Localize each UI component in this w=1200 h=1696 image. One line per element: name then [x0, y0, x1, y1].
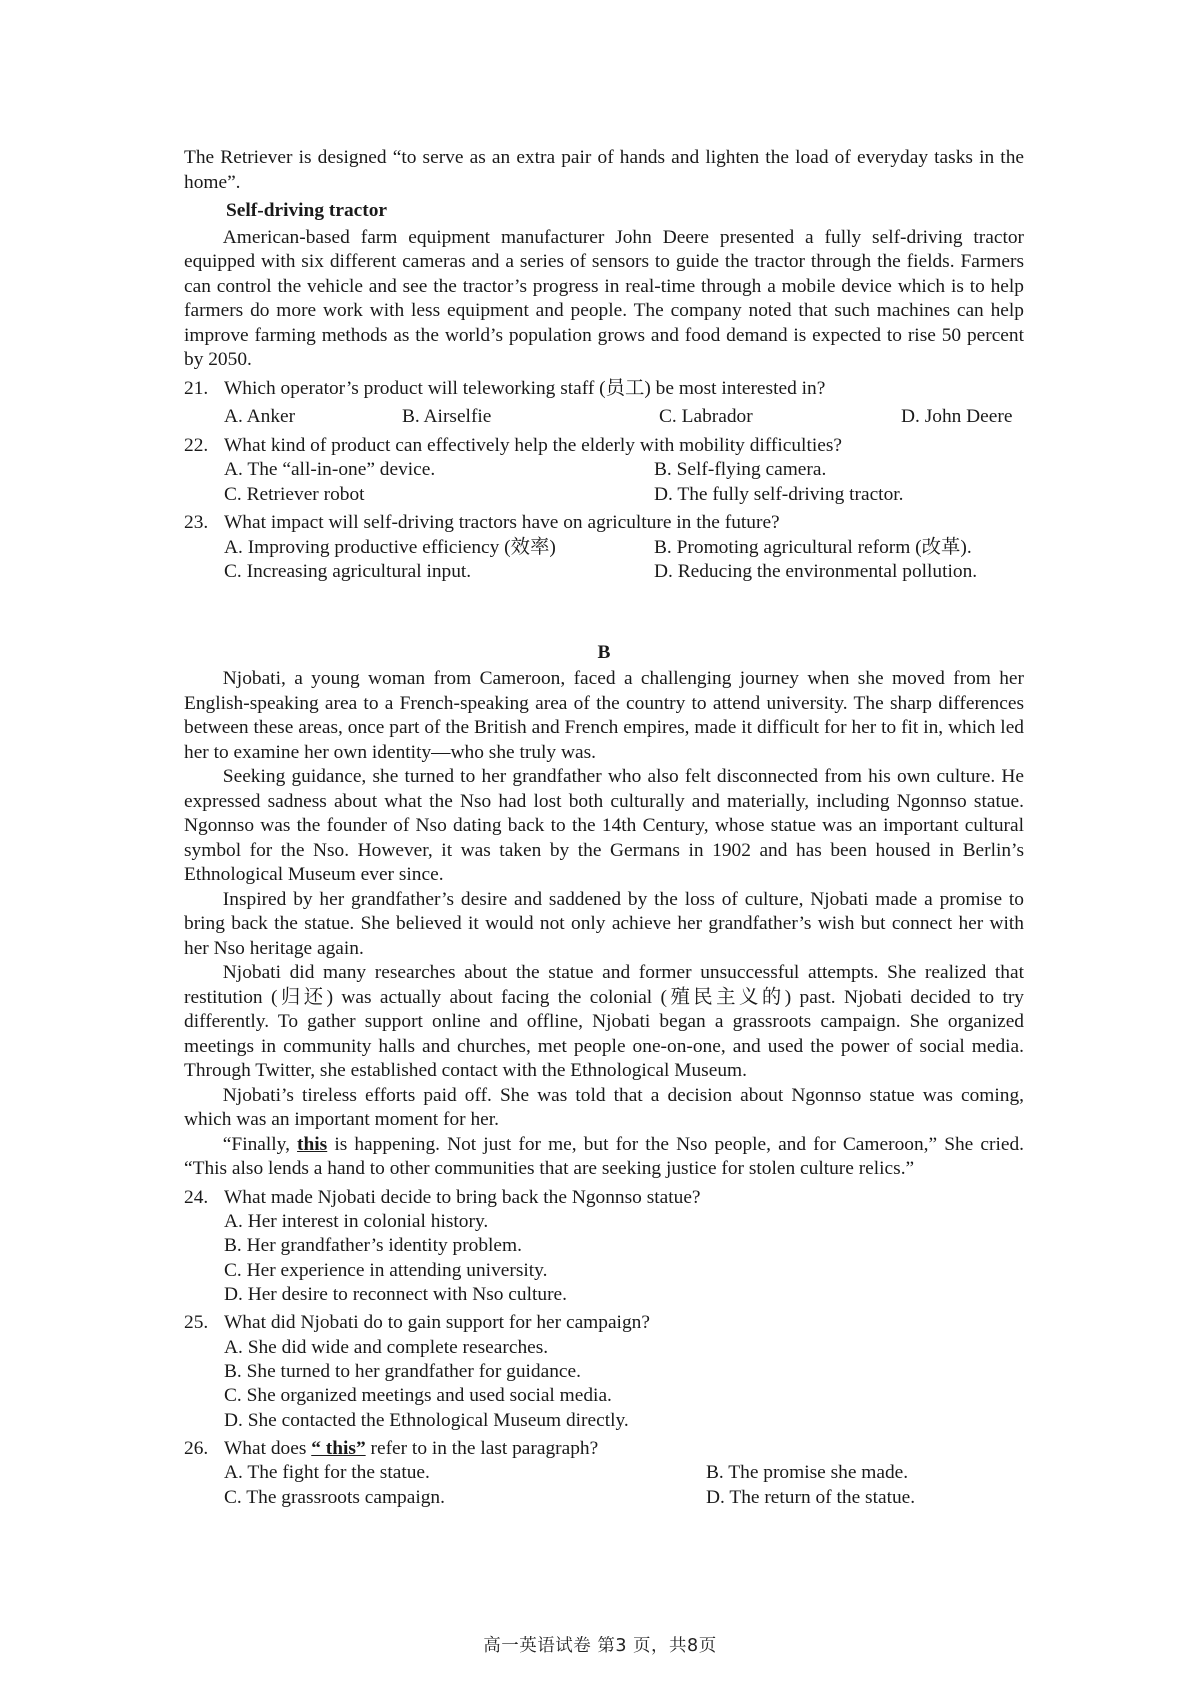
option-d: D. John Deere: [901, 406, 1013, 427]
question-number: 24.: [184, 1186, 209, 1208]
option-b: B. She turned to her grandfather for guidance.: [224, 1360, 581, 1382]
option-a: A. Improving productive efficiency (效率): [224, 536, 556, 558]
passage-b-paragraph-5: Njobati’s tireless efforts paid off. She was told that a decision about Ngonnso statue was coming, which was an important moment for her.: [184, 1084, 1024, 1130]
page-content: [184, 146, 1024, 1510]
option-c: C. The grassroots campaign.: [224, 1486, 445, 1508]
question-text: What kind of product can effectively help the elderly with mobility difficulties?: [224, 434, 842, 456]
option-b: B. Promoting agricultural reform (改革).: [654, 536, 972, 558]
question-text: What did Njobati do to gain support for her campaign?: [224, 1312, 650, 1334]
option-d: D. Her desire to reconnect with Nso culture.: [224, 1283, 567, 1305]
option-a: A. The “all-in-one” device.: [224, 459, 436, 480]
quote-text-after: is happening. Not just for me, but for the Nso people, and for Cameroon,” She cried. “This also lends a hand to other communities that are seeking justice for stolen culture relics.”: [184, 1133, 1024, 1179]
passage-b-paragraph-3: Inspired by her grandfather’s desire and saddened by the loss of culture, Njobati made a promise to bring back the statue. She believed it would not only achieve her grandfather’s wish but connect her with her Nso heritage again.: [184, 888, 1024, 959]
question-number: 22.: [184, 434, 209, 456]
option-d: D. She contacted the Ethnological Museum directly.: [224, 1409, 629, 1431]
options: [224, 1210, 1024, 1307]
passage-b-quote-paragraph: [184, 1133, 1024, 1182]
question-number: 25.: [184, 1312, 209, 1334]
question-25: [184, 1311, 1024, 1433]
option-c: C. Increasing agricultural input.: [224, 561, 472, 582]
question-number: 21.: [184, 377, 209, 399]
passage-b-paragraph-2: Seeking guidance, she turned to her grandfather who also felt disconnected from his own culture. He expressed sadness about what the Nso had lost both culturally and materially, including Ngonnso statue. Ngonnso was the founder of Nso dating back to the 14th Century, whose statue was an important cultural symbol for the Nso. However, it was taken by the Germans in 1902 and has been housed in Berlin’s Ethnological Museum ever since.: [184, 766, 1024, 885]
option-b: B. Her grandfather’s identity problem.: [224, 1235, 522, 1257]
question-text-before: What does: [224, 1437, 312, 1459]
options: [224, 405, 1024, 430]
question-text: What impact will self-driving tractors have on agriculture in the future?: [224, 512, 780, 533]
option-c: C. Retriever robot: [224, 483, 365, 505]
option-a: A. The fight for the statue.: [224, 1462, 430, 1484]
passage-b-paragraph-1: Njobati, a young woman from Cameroon, faced a challenging journey when she moved from her English-speaking area to a French-speaking area of the country to attend university. The sharp differences between these areas, once part of the British and French empires, made it difficult for her to fit in, which led her to examine her own identity—who she truly was.: [184, 668, 1024, 763]
option-a: A. Her interest in colonial history.: [224, 1211, 489, 1232]
option-b: B. Airselfie: [402, 406, 492, 427]
page-footer: 高一英语试卷 第3 页，共8页: [483, 1636, 717, 1656]
subheading-self-driving-tractor: Self-driving tractor: [226, 200, 388, 221]
question-text: Which operator’s product will teleworking staff (员工) be most interested in?: [224, 377, 826, 399]
question-text-after: refer to in the last paragraph?: [365, 1437, 599, 1459]
options: [224, 1336, 1024, 1433]
option-a: A. She did wide and complete researches.: [224, 1336, 549, 1358]
question-21: [184, 377, 1024, 430]
question-number: 23.: [184, 512, 209, 533]
option-c: C. Her experience in attending university.: [224, 1259, 548, 1281]
tractor-paragraph: American-based farm equipment manufacturer John Deere presented a fully self-driving tractor equipped with six different cameras and a series of sensors to guide the tractor through the fields. Farmers can control the vehicle and see the tractor’s progress in real-time through a mobile device which is to help farmers do more work with less equipment and people. The company noted that such machines can help improve farming methods as the world’s population grows and food demand is expected to rise 50 percent by 2050.: [184, 226, 1024, 370]
section-b-heading: B: [597, 641, 611, 663]
question-26: [184, 1437, 1024, 1511]
intro-paragraph: The Retriever is designed “to serve as an extra pair of hands and lighten the load of everyday tasks in the home”.: [184, 147, 1024, 193]
question-24: [184, 1186, 1024, 1308]
option-c: C. She organized meetings and used social media.: [224, 1385, 612, 1407]
option-b: B. The promise she made.: [706, 1462, 909, 1484]
options: [224, 1461, 1024, 1510]
option-b: B. Self-flying camera.: [654, 459, 827, 480]
options: [224, 458, 1024, 507]
question-22: [184, 434, 1024, 508]
option-d: D. The return of the statue.: [706, 1486, 916, 1508]
underlined-word: this: [297, 1133, 328, 1155]
option-d: D. The fully self-driving tractor.: [654, 483, 904, 505]
question-text: What made Njobati decide to bring back the Ngonnso statue?: [224, 1186, 701, 1208]
question-number: 26.: [184, 1437, 209, 1459]
question-23: [184, 511, 1024, 585]
options: [224, 536, 1024, 585]
quote-text-before: “Finally,: [222, 1133, 298, 1155]
option-c: C. Labrador: [659, 406, 753, 427]
question-text: [224, 1437, 1024, 1462]
marked-word: “ this”: [311, 1437, 366, 1459]
option-a: A. Anker: [224, 406, 296, 427]
option-d: D. Reducing the environmental pollution.: [654, 561, 978, 582]
passage-b-paragraph-4: Njobati did many researches about the statue and former unsuccessful attempts. She realized that restitution (归还) was actually about facing the colonial (殖民主义的) past. Njobati decided to try differently. To gather support online and offline, Njobati began a grassroots campaign. She organized meetings in community halls and churches, met people one-on-one, and used the power of social media. Through Twitter, she established contact with the Ethnological Museum.: [184, 962, 1024, 1081]
